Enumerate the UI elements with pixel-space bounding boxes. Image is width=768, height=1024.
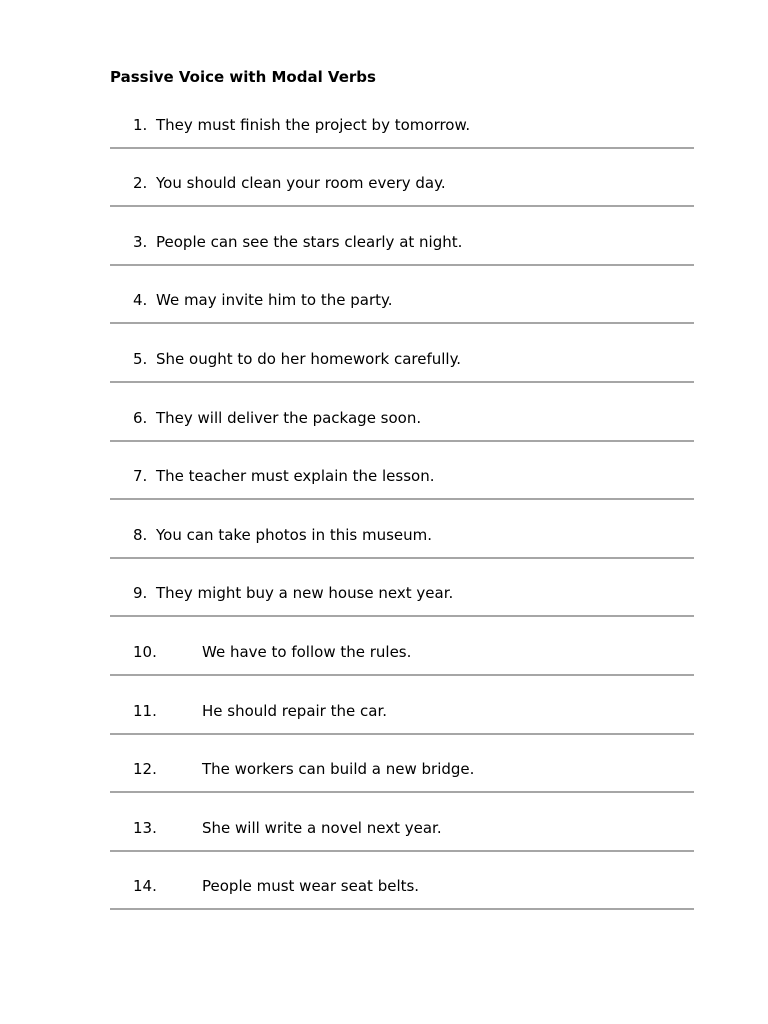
question-row-7 [110,442,694,501]
question-row-8 [110,500,694,559]
question-number: 3. [133,232,148,251]
question-text: They might buy a new house next year. [156,584,454,603]
question-text: People can see the stars clearly at night. [156,232,463,251]
question-text: They will deliver the package soon. [156,408,422,427]
question-row-12 [110,735,694,794]
question-text: He should repair the car. [202,701,388,720]
question-text: The teacher must explain the lesson. [156,467,435,486]
question-row-2 [110,149,694,208]
question-text: She will write a novel next year. [202,818,442,837]
question-number: 6. [133,408,148,427]
question-number: 14. [133,877,157,896]
question-row-5 [110,324,694,383]
question-row-6 [110,383,694,442]
question-number: 4. [133,291,148,310]
question-text: People must wear seat belts. [202,877,420,896]
question-text: She ought to do her homework carefully. [156,349,462,368]
question-number: 12. [133,760,157,779]
question-text: They must finish the project by tomorrow. [156,115,471,134]
question-text: We may invite him to the party. [156,291,393,310]
question-number: 10. [133,642,157,661]
question-text: We have to follow the rules. [202,642,412,661]
question-text: The workers can build a new bridge. [202,760,475,779]
question-number: 5. [133,349,148,368]
question-number: 9. [133,584,148,603]
question-row-3 [110,207,694,266]
question-row-14 [110,852,694,911]
page-title: Passive Voice with Modal Verbs [110,68,376,86]
question-text: You can take photos in this museum. [156,525,433,544]
question-row-4 [110,266,694,325]
question-number: 11. [133,701,157,720]
question-text: You should clean your room every day. [156,174,446,193]
question-row-1 [110,90,694,149]
question-row-9 [110,559,694,618]
question-number: 8. [133,525,148,544]
question-row-10 [110,617,694,676]
question-number: 13. [133,818,157,837]
question-number: 1. [133,115,148,134]
question-row-13 [110,793,694,852]
question-number: 2. [133,174,148,193]
question-list [110,90,694,910]
question-row-11 [110,676,694,735]
question-number: 7. [133,467,148,486]
